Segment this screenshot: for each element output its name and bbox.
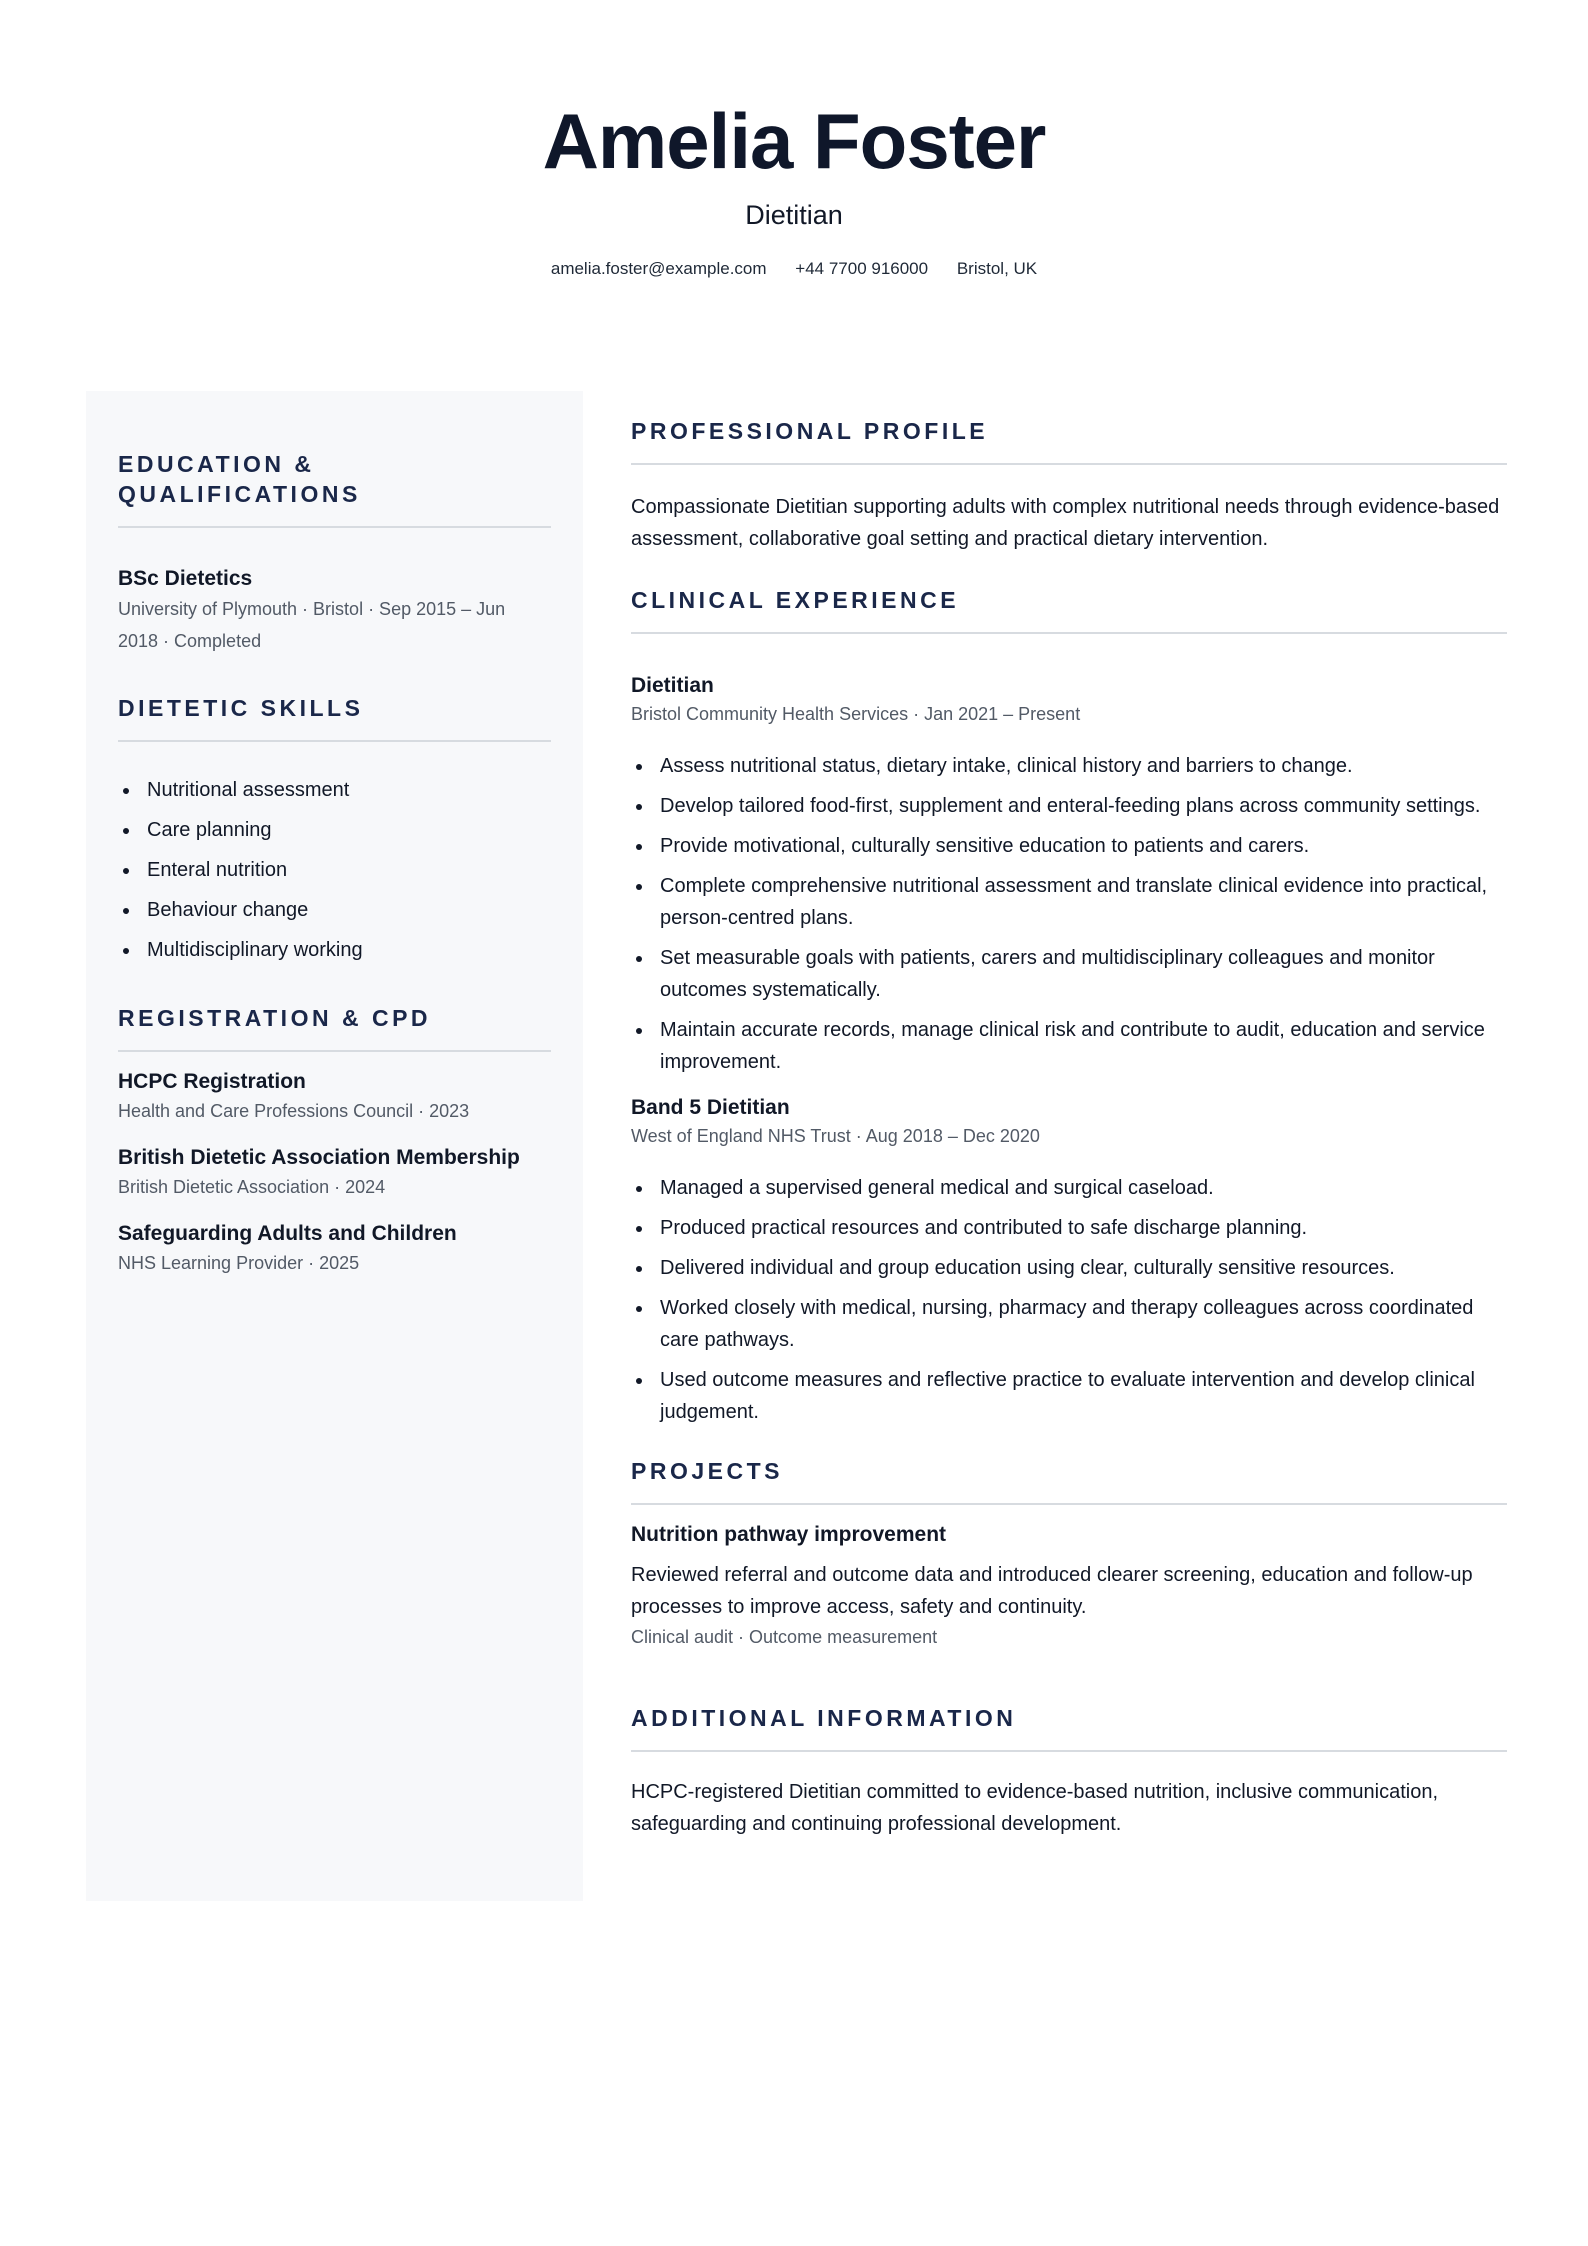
project-item xyxy=(631,1521,1507,1651)
section-divider xyxy=(631,463,1507,465)
degree-name: BSc Dietetics xyxy=(118,567,253,590)
section-divider xyxy=(118,740,551,742)
job-title: Band 5 Dietitian xyxy=(631,1096,790,1119)
list-item: Care planning xyxy=(118,814,551,846)
list-item: Develop tailored food-first, supplement and enteral-feeding plans across community settings. xyxy=(631,790,1507,822)
section-divider xyxy=(631,1750,1507,1752)
job-entry xyxy=(631,1094,1507,1428)
list-item: Nutritional assessment xyxy=(118,774,551,806)
project-description: Reviewed referral and outcome data and introduced clearer screening, education and follow-up processes to improve access, safety and continuity. xyxy=(631,1564,1473,1618)
section-divider xyxy=(118,1050,551,1052)
project-tags: Clinical audit · Outcome measurement xyxy=(631,1627,938,1647)
registration-name: HCPC Registration xyxy=(118,1070,306,1093)
section-title: REGISTRATION & CPD xyxy=(118,1005,432,1031)
list-item: Complete comprehensive nutritional assessment and translate clinical evidence into practical, person-centred plans. xyxy=(631,870,1507,934)
registration-meta: Health and Care Professions Council · 2023 xyxy=(118,1101,470,1121)
experience-section xyxy=(631,585,1507,1428)
main-column xyxy=(631,416,1507,1840)
list-item: Behaviour change xyxy=(118,894,551,926)
contact-phone[interactable]: +44 7700 916000 xyxy=(795,259,929,278)
job-title: Dietitian xyxy=(631,674,714,697)
job-bullets xyxy=(631,1172,1507,1428)
job-meta: West of England NHS Trust · Aug 2018 – Dec 2020 xyxy=(631,1126,1040,1146)
section-title: DIETETIC SKILLS xyxy=(118,695,364,721)
projects-section xyxy=(631,1456,1507,1651)
section-title: PROJECTS xyxy=(631,1458,783,1484)
registration-item xyxy=(118,1068,551,1126)
list-item: Delivered individual and group education using clear, culturally sensitive resources. xyxy=(631,1252,1507,1284)
education-section xyxy=(118,449,551,657)
registration-item xyxy=(118,1144,551,1202)
registration-meta: NHS Learning Provider · 2025 xyxy=(118,1253,360,1273)
list-item: Maintain accurate records, manage clinical risk and contribute to audit, education and service improvement. xyxy=(631,1014,1507,1078)
education-item xyxy=(118,565,551,657)
section-title: ADDITIONAL INFORMATION xyxy=(631,1705,1017,1731)
degree-meta: University of Plymouth · Bristol · Sep 2015 – Jun 2018 · Completed xyxy=(118,599,506,651)
registration-section xyxy=(118,1003,551,1278)
list-item: Worked closely with medical, nursing, pharmacy and therapy colleagues across coordinated care pathways. xyxy=(631,1292,1507,1356)
contact-location: Bristol, UK xyxy=(956,259,1038,278)
section-divider xyxy=(631,1503,1507,1505)
registration-item xyxy=(118,1220,551,1278)
list-item: Multidisciplinary working xyxy=(118,934,551,966)
profile-text: Compassionate Dietitian supporting adults with complex nutritional needs through evidence-based assessment, collaborative goal setting and practical dietary intervention. xyxy=(631,496,1500,550)
additional-text: HCPC-registered Dietitian committed to evidence-based nutrition, inclusive communication, safeguarding and continuing professional development. xyxy=(631,1781,1439,1835)
list-item: Produced practical resources and contributed to safe discharge planning. xyxy=(631,1212,1507,1244)
project-name: Nutrition pathway improvement xyxy=(631,1523,947,1546)
profile-section xyxy=(631,416,1507,555)
registration-name: Safeguarding Adults and Children xyxy=(118,1222,457,1245)
skills-list xyxy=(118,774,551,966)
section-divider xyxy=(631,632,1507,634)
section-title: EDUCATION & QUALIFICATIONS xyxy=(118,451,361,507)
registration-meta: British Dietetic Association · 2024 xyxy=(118,1177,386,1197)
list-item: Managed a supervised general medical and surgical caseload. xyxy=(631,1172,1507,1204)
candidate-name: Amelia Foster xyxy=(542,97,1046,185)
job-meta: Bristol Community Health Services · Jan 2021 – Present xyxy=(631,704,1081,724)
additional-section xyxy=(631,1703,1507,1840)
resume-header xyxy=(0,92,1588,280)
registration-name: British Dietetic Association Membership xyxy=(118,1146,520,1169)
section-divider xyxy=(118,526,551,528)
contact-email[interactable]: amelia.foster@example.com xyxy=(550,259,767,278)
candidate-role: Dietitian xyxy=(745,200,843,230)
list-item: Assess nutritional status, dietary intake, clinical history and barriers to change. xyxy=(631,750,1507,782)
job-bullets xyxy=(631,750,1507,1078)
skills-section xyxy=(118,693,551,966)
section-title: PROFESSIONAL PROFILE xyxy=(631,418,989,444)
sidebar xyxy=(86,391,583,1901)
list-item: Used outcome measures and reflective practice to evaluate intervention and develop clinical judgement. xyxy=(631,1364,1507,1428)
list-item: Set measurable goals with patients, carers and multidisciplinary colleagues and monitor outcomes systematically. xyxy=(631,942,1507,1006)
list-item: Enteral nutrition xyxy=(118,854,551,886)
job-entry xyxy=(631,672,1507,1078)
list-item: Provide motivational, culturally sensitive education to patients and carers. xyxy=(631,830,1507,862)
section-title: CLINICAL EXPERIENCE xyxy=(631,587,960,613)
contact-line xyxy=(0,258,1588,280)
